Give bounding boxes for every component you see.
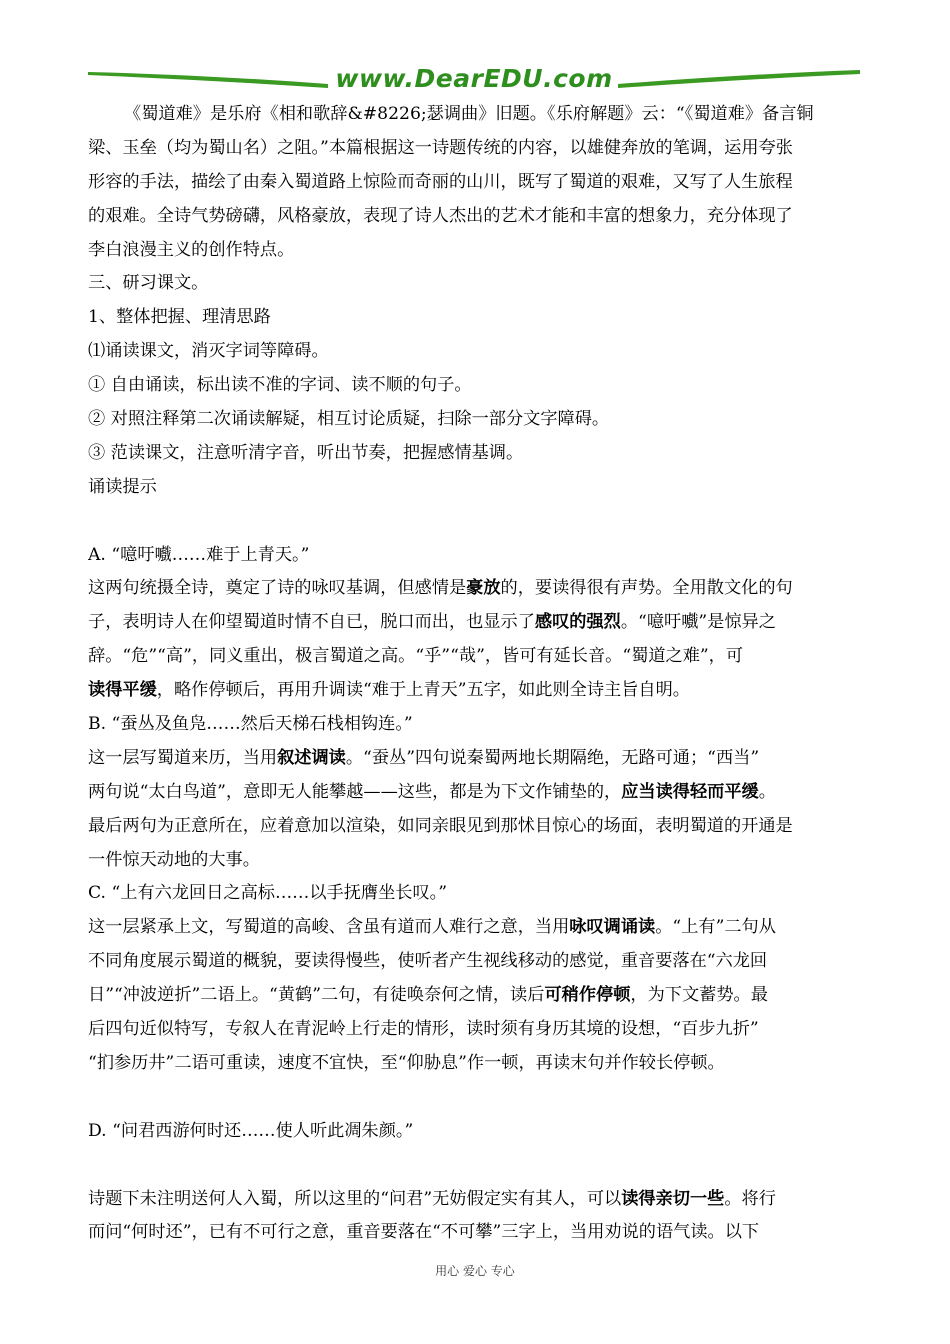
blank-line xyxy=(88,1149,868,1183)
tip-d-heading: D. “问君西游何时还……使人听此凋朱颜。” xyxy=(88,1120,414,1141)
site-header-banner xyxy=(88,62,860,96)
bold-text: 豪放 xyxy=(466,578,501,599)
bold-text: 读得亲切一些 xyxy=(621,1188,725,1209)
blank-line xyxy=(88,1081,868,1115)
bold-text: 应当读得轻而平缓 xyxy=(621,781,759,802)
paragraph-line: 而问“何时还”，已有不可行之意，重音要落在“不可攀”三字上，当用劝说的语气读。以下 xyxy=(88,1222,760,1243)
text-span: 日”“冲波逆折”二语上。“黄鹤”二句，有徒唤奈何之情，读后 xyxy=(88,985,545,1006)
paragraph-line: 的艰难。全诗气势磅礴，风格豪放，表现了诗人杰出的艺术才能和丰富的想象力，充分体现了 xyxy=(88,205,793,226)
text-span: 的，要读得很有声势。全用散文化的句 xyxy=(500,578,793,599)
paragraph-line xyxy=(88,776,868,810)
text-span: 。“上有”二句从 xyxy=(655,917,776,938)
text-span: 两句说“太白鸟道”，意即无人能攀越——这些，都是为下文作铺垫的， xyxy=(88,781,622,802)
text-span: 诗题下未注明送何人入蜀，所以这里的“问君”无妨假定实有其人，可以 xyxy=(88,1188,622,1209)
text-span: 这一层紧承上文，写蜀道的高峻、含虽有道而人难行之意，当用 xyxy=(88,917,570,938)
tips-heading: 诵读提示 xyxy=(88,476,157,497)
text-span: 这一层写蜀道来历，当用 xyxy=(88,747,278,768)
text-span: 。“蚕丛”四句说秦蜀两地长期隔绝，无路可通；“西当” xyxy=(345,747,760,768)
tip-b-heading: B. “蚕丛及鱼凫……然后天梯石栈相钩连。” xyxy=(88,714,413,735)
paragraph-line: 梁、玉垒（均为蜀山名）之阻。”本篇根据这一诗题传统的内容，以雄健奔放的笔调，运用夸张 xyxy=(88,137,793,158)
text-span: 。将行 xyxy=(724,1188,776,1209)
paragraph-line xyxy=(88,979,868,1013)
page-footer: 用心 爱心 专心 xyxy=(435,1264,515,1278)
tip-c-heading: C. “上有六龙回日之高标……以手抚膺坐长叹。” xyxy=(88,883,448,904)
step-item: ② 对照注释第二次诵读解疑，相互讨论质疑，扫除一部分文字障碍。 xyxy=(88,409,610,430)
bold-text: 叙述调读 xyxy=(277,747,346,768)
blank-line xyxy=(88,505,868,539)
paragraph-line: 辞。“危”“高”，同义重出，极言蜀道之高。“乎”“哉”，皆可有延长音。“蜀道之难”，可 xyxy=(88,646,744,667)
step-item: ① 自由诵读，标出读不准的字词、读不顺的句子。 xyxy=(88,375,472,396)
bold-text: 咏叹调诵读 xyxy=(569,917,656,938)
paragraph-line xyxy=(88,606,868,640)
text-span: ，略作停顿后，再用升调读“难于上青天”五字，如此则全诗主旨自明。 xyxy=(156,680,690,701)
paragraph-line xyxy=(88,742,868,776)
text-span: ，为下文蓄势。最 xyxy=(630,985,768,1006)
bold-text: 感叹的强烈 xyxy=(534,612,621,633)
text-span: 子，表明诗人在仰望蜀道时情不自已，脱口而出，也显示了 xyxy=(88,612,535,633)
paragraph-line: 李白浪漫主义的创作特点。 xyxy=(88,239,295,260)
step-item: ③ 范读课文，注意听清字音，听出节奏，把握感情基调。 xyxy=(88,442,524,463)
tip-a-heading: A. “噫吁嚱……难于上青天。” xyxy=(88,544,310,565)
subsection-heading: 1、整体把握、理清思路 xyxy=(88,307,271,328)
paragraph-line xyxy=(88,572,868,606)
paragraph-line: “扪参历井”二语可重读，速度不宜快，至“仰胁息”作一顿，再读末句并作较长停顿。 xyxy=(88,1052,725,1073)
paragraph-line: 最后两句为正意所在，应着意加以渲染，如同亲眼见到那怵目惊心的场面，表明蜀道的开通是 xyxy=(88,815,793,836)
article-body xyxy=(88,98,868,1250)
text-span: 。 xyxy=(758,781,776,802)
paragraph-line: 形容的手法，描绘了由秦入蜀道路上惊险而奇丽的山川，既写了蜀道的艰难，又写了人生旅程 xyxy=(88,171,793,192)
subsection-item: ⑴诵读课文，消灭字词等障碍。 xyxy=(88,341,329,362)
site-logo-text: www.DearEDU.com xyxy=(335,64,613,93)
paragraph-line xyxy=(88,1183,868,1217)
paragraph-line: 《蜀道难》是乐府《相和歌辞&#8226;瑟调曲》旧题。《乐府解题》云：“《蜀道难》备言铜 xyxy=(124,104,814,124)
bold-text: 可稍作停顿 xyxy=(544,985,631,1006)
paragraph-line xyxy=(88,674,868,708)
paragraph-line: 不同角度展示蜀道的概貌，要读得慢些，使听者产生视线移动的感觉，重音要落在“六龙回 xyxy=(88,951,768,972)
bold-text: 读得平缓 xyxy=(88,680,157,701)
paragraph-line: 一件惊天动地的大事。 xyxy=(88,849,260,870)
section-heading: 三、研习课文。 xyxy=(88,273,209,294)
paragraph-line xyxy=(88,911,868,945)
text-span: 。“噫吁嚱”是惊异之 xyxy=(620,612,776,633)
paragraph-line: 后四句近似特写，专叙人在青泥岭上行走的情形，读时须有身历其境的设想，“百步九折” xyxy=(88,1019,759,1040)
text-span: 这两句统摄全诗，奠定了诗的咏叹基调，但感情是 xyxy=(88,578,467,599)
